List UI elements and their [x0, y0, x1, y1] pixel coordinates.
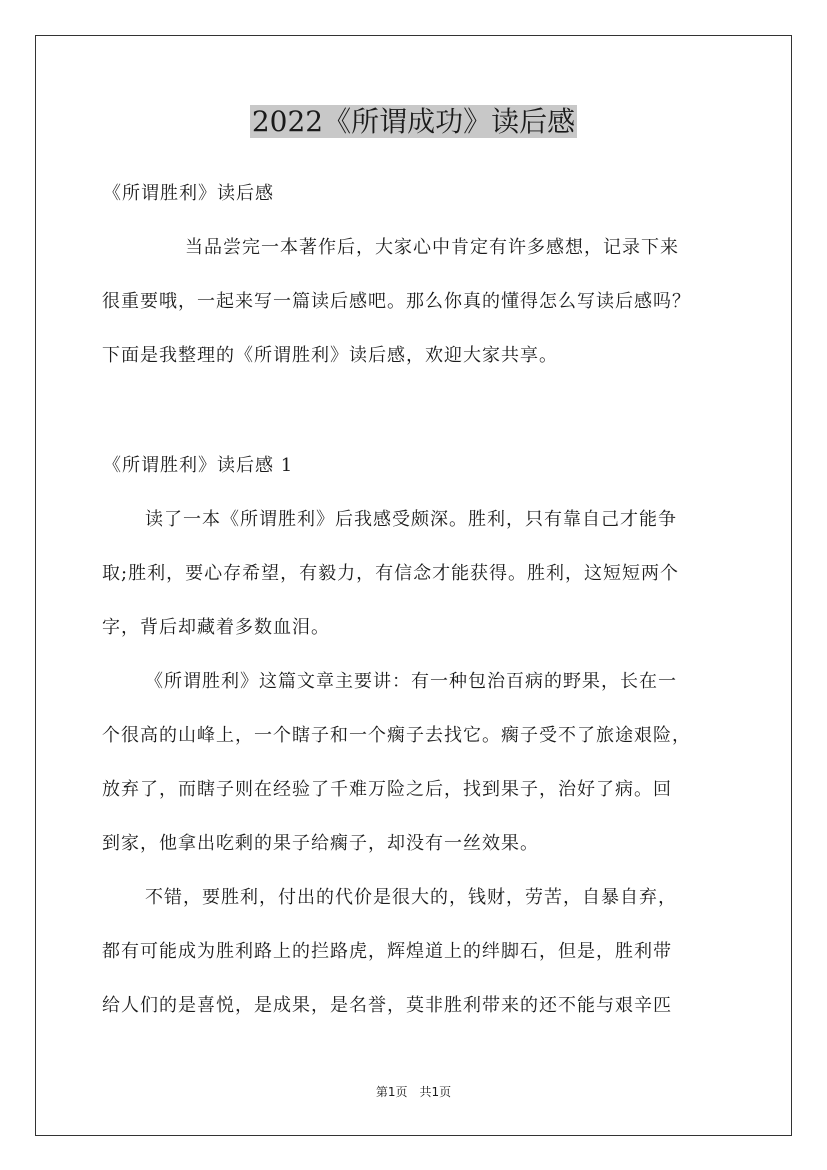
page-number-footer: 第1页 共1页 [375, 1085, 452, 1099]
paragraph-line: 读了一本《所谓胜利》后我感受颇深。胜利，只有靠自己才能争 [145, 509, 677, 530]
paragraph-line: 给人们的是喜悦，是成果，是名誉，莫非胜利带来的还不能与艰辛匹 [102, 995, 672, 1016]
paragraph-line: 都有可能成为胜利路上的拦路虎，辉煌道上的绊脚石，但是，胜利带 [102, 941, 672, 962]
paragraph-line: 取;胜利，要心存希望，有毅力，有信念才能获得。胜利，这短短两个 [102, 563, 680, 584]
paragraph-line: 字，背后却藏着多数血泪。 [102, 617, 330, 638]
paragraph-line: 《所谓胜利》这篇文章主要讲：有一种包治百病的野果，长在一 [145, 671, 677, 692]
intro-line: 下面是我整理的《所谓胜利》读后感，欢迎大家共享。 [102, 345, 558, 366]
paragraph-line: 放弃了，而瞎子则在经验了千难万险之后，找到果子，治好了病。回 [102, 779, 672, 800]
paragraph-line: 到家，他拿出吃剩的果子给瘸子，却没有一丝效果。 [102, 833, 539, 854]
intro-line: 当品尝完一本著作后，大家心中肯定有许多感想，记录下来 [185, 237, 679, 258]
paragraph-line: 不错，要胜利，付出的代价是很大的，钱财，劳苦，自暴自弃， [145, 887, 677, 908]
intro-line: 很重要哦，一起来写一篇读后感吧。那么你真的懂得怎么写读后感吗？ [102, 291, 691, 312]
paragraph-line: 个很高的山峰上，一个瞎子和一个瘸子去找它。瘸子受不了旅途艰险， [102, 725, 691, 746]
document-title: 2022《所谓成功》读后感 [251, 105, 576, 138]
subtitle: 《所谓胜利》读后感 [103, 183, 274, 204]
section-heading: 《所谓胜利》读后感 1 [103, 455, 294, 476]
